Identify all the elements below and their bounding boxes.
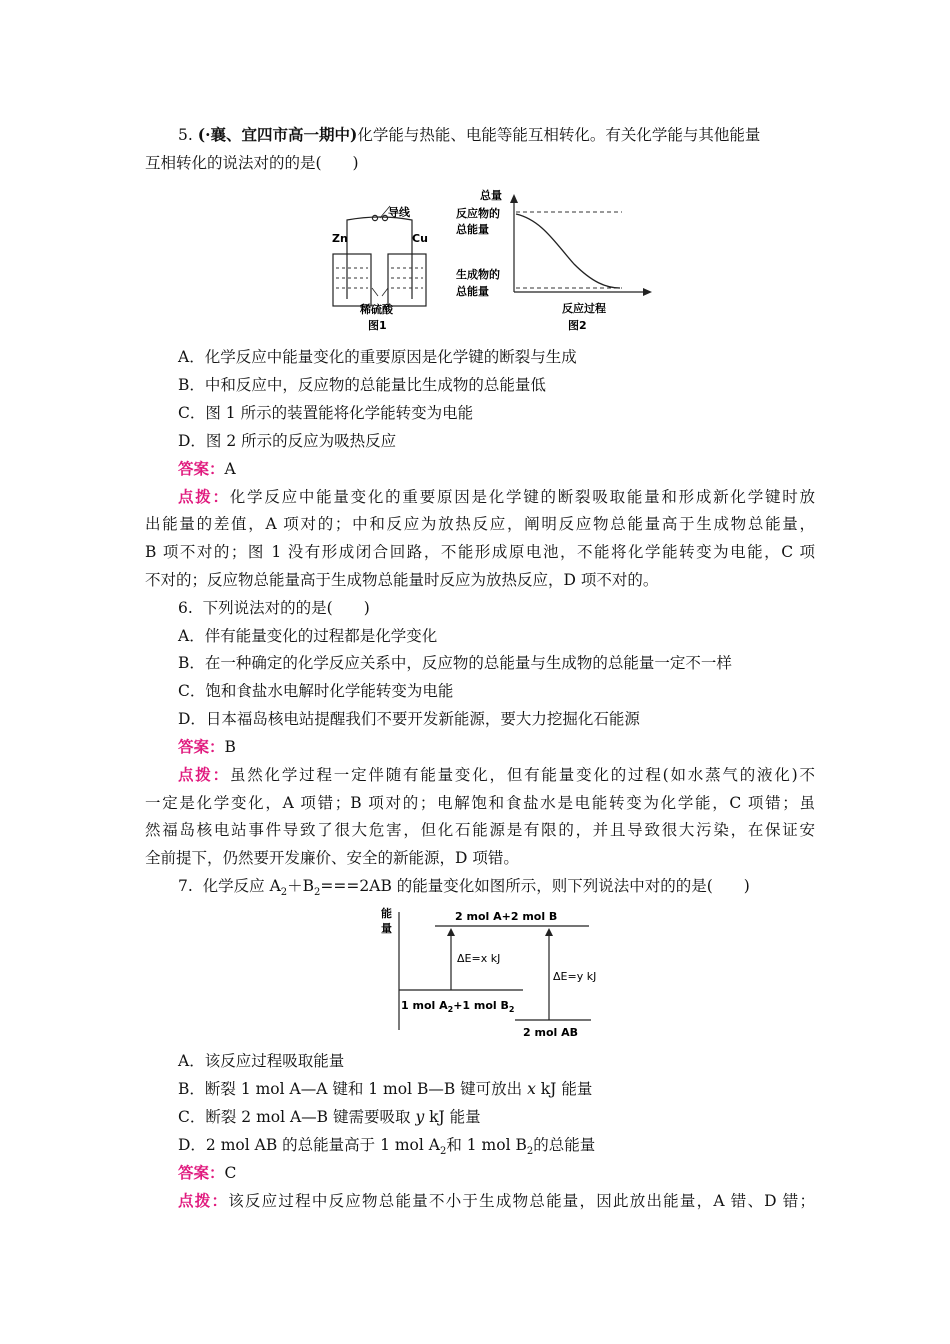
fig2-curve bbox=[516, 214, 620, 288]
q5-stem-line-1 bbox=[178, 125, 760, 145]
q6-option-c: C．饱和食盐水电解时化学能转变为电能 bbox=[178, 682, 454, 700]
q7-de-x-label: ΔE=x kJ bbox=[457, 952, 501, 965]
q6-note-line-1 bbox=[178, 765, 815, 785]
q7-option-b bbox=[178, 1079, 592, 1099]
fig1-acid-label: 稀硫酸 bbox=[360, 303, 393, 316]
q7-option-c-pre: C．断裂 2 mol A—B 键需要吸取 bbox=[178, 1108, 416, 1126]
q7-option-c-post: kJ 能量 bbox=[424, 1108, 481, 1126]
q7-answer-value: C bbox=[224, 1164, 237, 1182]
fig2-x-arrow bbox=[643, 288, 652, 296]
q7-de-y-label: ΔE=y kJ bbox=[553, 970, 597, 983]
q7-stem-part: 化学反应 A bbox=[202, 877, 281, 895]
fig1-zn-label: Zn bbox=[332, 232, 348, 245]
q5-note-line-1 bbox=[178, 487, 815, 507]
q7-note-line-1 bbox=[178, 1191, 815, 1211]
q7-product-label: 2 mol AB bbox=[523, 1026, 578, 1039]
q6-number: 6. bbox=[178, 599, 193, 617]
q5-stem-line-2: 互相转化的说法对的的是( ) bbox=[145, 154, 359, 172]
fig1-wire-knot bbox=[382, 215, 387, 220]
q7-option-d-sub: 2 bbox=[526, 1146, 534, 1158]
fig2-x-label: 反应过程 bbox=[562, 302, 606, 315]
q7-option-b-post: kJ 能量 bbox=[535, 1080, 593, 1098]
q5-option-c: C．图 1 所示的装置能将化学能转变为电能 bbox=[178, 404, 474, 422]
q7-option-d-sub: 2 bbox=[439, 1146, 447, 1158]
q7-option-b-pre: B．断裂 1 mol A—A 键和 1 mol B—B 键可放出 bbox=[178, 1080, 528, 1098]
q7-subscript: 2 bbox=[314, 887, 321, 899]
q5-note-line-3: B 项不对的；图 1 没有形成闭合回路，不能形成原电池，不能将化学能转变为电能，C 项 bbox=[145, 543, 815, 561]
q5-source: (·襄、宜四市高一期中) bbox=[197, 125, 358, 144]
q6-note-line-3: 然福岛核电站事件导致了很大危害，但化石能源是有限的，并且导致很大污染，在保证安 bbox=[145, 821, 815, 839]
q5-stem-text: 化学能与热能、电能等能互相转化。有关化学能与其他能量 bbox=[357, 126, 761, 144]
q7-reactant-b: +1 mol B bbox=[453, 999, 509, 1012]
q7-top-label: 2 mol A+2 mol B bbox=[455, 910, 558, 923]
fig1-beaker-left bbox=[333, 254, 371, 306]
q7-reactant-a: 1 mol A bbox=[401, 999, 448, 1012]
q7-option-d-pre: D．2 mol AB 的总能量高于 1 mol A bbox=[178, 1136, 440, 1154]
q6-answer-value: B bbox=[224, 738, 236, 756]
fig2-y-arrow bbox=[510, 194, 518, 203]
q6-note-line-2: 一定是化学变化，A 项错；B 项对的；电解饱和食盐水是电能转变为化学能，C 项错；虽 bbox=[145, 794, 815, 812]
q7-option-d bbox=[178, 1135, 596, 1158]
fig2-product-label-1: 生成物的 bbox=[456, 268, 500, 281]
q5-number: 5. bbox=[178, 126, 193, 144]
q5-option-a: A．化学反应中能量变化的重要原因是化学键的断裂与生成 bbox=[178, 348, 577, 366]
fig1-liquid bbox=[336, 268, 423, 288]
fig2-axes bbox=[510, 194, 652, 296]
fig1-acid-pointer-left bbox=[372, 288, 378, 296]
q7-option-b-var: x bbox=[527, 1080, 536, 1098]
q6-note-line-4: 全前提下，仍然要开发廉价、安全的新能源，D 项错。 bbox=[145, 849, 519, 867]
q5-answer bbox=[178, 459, 236, 479]
fig1-wire-label: 导线 bbox=[388, 206, 410, 219]
q5-note-text-1: 化学反应中能量变化的重要原因是化学键的断裂吸取能量和形成新化学键时放 bbox=[229, 488, 815, 506]
q7-answer bbox=[178, 1163, 236, 1183]
fig1-beaker-right bbox=[388, 254, 426, 306]
q7-number: 7. bbox=[178, 877, 193, 895]
q7-reactant-sub: 2 bbox=[508, 1005, 515, 1014]
fig2-reactant-label-1: 反应物的 bbox=[456, 207, 500, 220]
fig1-wire-knot bbox=[372, 215, 377, 220]
q6-option-a: A．伴有能量变化的过程都是化学变化 bbox=[178, 627, 438, 645]
q7-option-d-post: 的总能量 bbox=[533, 1136, 596, 1154]
q7-stem-part: ＋B bbox=[287, 877, 315, 895]
q7-reactant-label bbox=[401, 999, 515, 1014]
q5-option-b: B．中和反应中，反应物的总能量比生成物的总能量低 bbox=[178, 376, 546, 394]
fig1-cell bbox=[333, 206, 426, 306]
q5-note-line-2: 出能量的差值，A 项对的；中和反应为放热反应，阐明反应物总能量高于生成物总能量， bbox=[145, 515, 815, 533]
q6-answer-label: 答案： bbox=[178, 737, 225, 756]
q5-answer-label: 答案： bbox=[178, 459, 225, 478]
q7-option-a: A．该反应过程吸取能量 bbox=[178, 1052, 345, 1070]
fig1-cu-label: Cu bbox=[412, 232, 428, 245]
q5-option-d: D．图 2 所示的反应为吸热反应 bbox=[178, 432, 397, 450]
q7-answer-label: 答案： bbox=[178, 1163, 225, 1182]
q7-subscript: 2 bbox=[280, 887, 288, 899]
q6-stem bbox=[178, 598, 370, 618]
q7-option-d-mid: 和 1 mol B bbox=[446, 1136, 527, 1154]
fig1-caption: 图1 bbox=[368, 319, 387, 332]
q5-note-line-4: 不对的；反应物总能量高于生成物总能量时反应为放热反应，D 项不对的。 bbox=[145, 571, 659, 589]
q7-arrowhead-y bbox=[545, 928, 553, 936]
q7-reactant-sub: 2 bbox=[447, 1005, 454, 1014]
q7-note-text-1: 该反应过程中反应物总能量不小于生成物总能量，因此放出能量，A 错、D 错； bbox=[228, 1192, 815, 1210]
q6-option-b: B．在一种确定的化学反应关系中，反应物的总能量与生成物的总能量一定不一样 bbox=[178, 654, 732, 672]
q6-option-d: D．日本福岛核电站提醒我们不要开发新能源，要大力挖掘化石能源 bbox=[178, 710, 640, 728]
q5-note-label: 点拨： bbox=[178, 487, 230, 506]
q5-figures bbox=[330, 184, 660, 336]
q6-stem-text: 下列说法对的的是( ) bbox=[202, 599, 370, 617]
fig2-reactant-label-2: 总能量 bbox=[456, 223, 489, 236]
q7-stem-part: ===2AB 的能量变化如图所示，则下列说法中对的的是( ) bbox=[320, 877, 750, 895]
q6-answer bbox=[178, 737, 236, 757]
q5-answer-value: A bbox=[224, 460, 236, 478]
q7-energy-diagram bbox=[375, 902, 615, 1042]
q7-stem bbox=[178, 876, 750, 899]
q7-y-label-2: 量 bbox=[381, 922, 392, 935]
q7-note-label: 点拨： bbox=[178, 1191, 229, 1210]
fig1-acid-pointer-right bbox=[382, 288, 388, 296]
q7-option-c bbox=[178, 1107, 481, 1127]
fig2-product-label-2: 总能量 bbox=[456, 285, 489, 298]
q6-note-text-1: 虽然化学过程一定伴随有能量变化，但有能量变化的过程(如水蒸气的液化)不 bbox=[229, 766, 815, 784]
q7-option-c-var: y bbox=[415, 1108, 425, 1126]
fig2-caption: 图2 bbox=[568, 319, 587, 332]
q6-note-label: 点拨： bbox=[178, 765, 230, 784]
q7-y-label-1: 能 bbox=[381, 907, 392, 920]
q7-arrowhead-x bbox=[447, 928, 455, 936]
fig2-y-label: 总量 bbox=[480, 189, 502, 202]
